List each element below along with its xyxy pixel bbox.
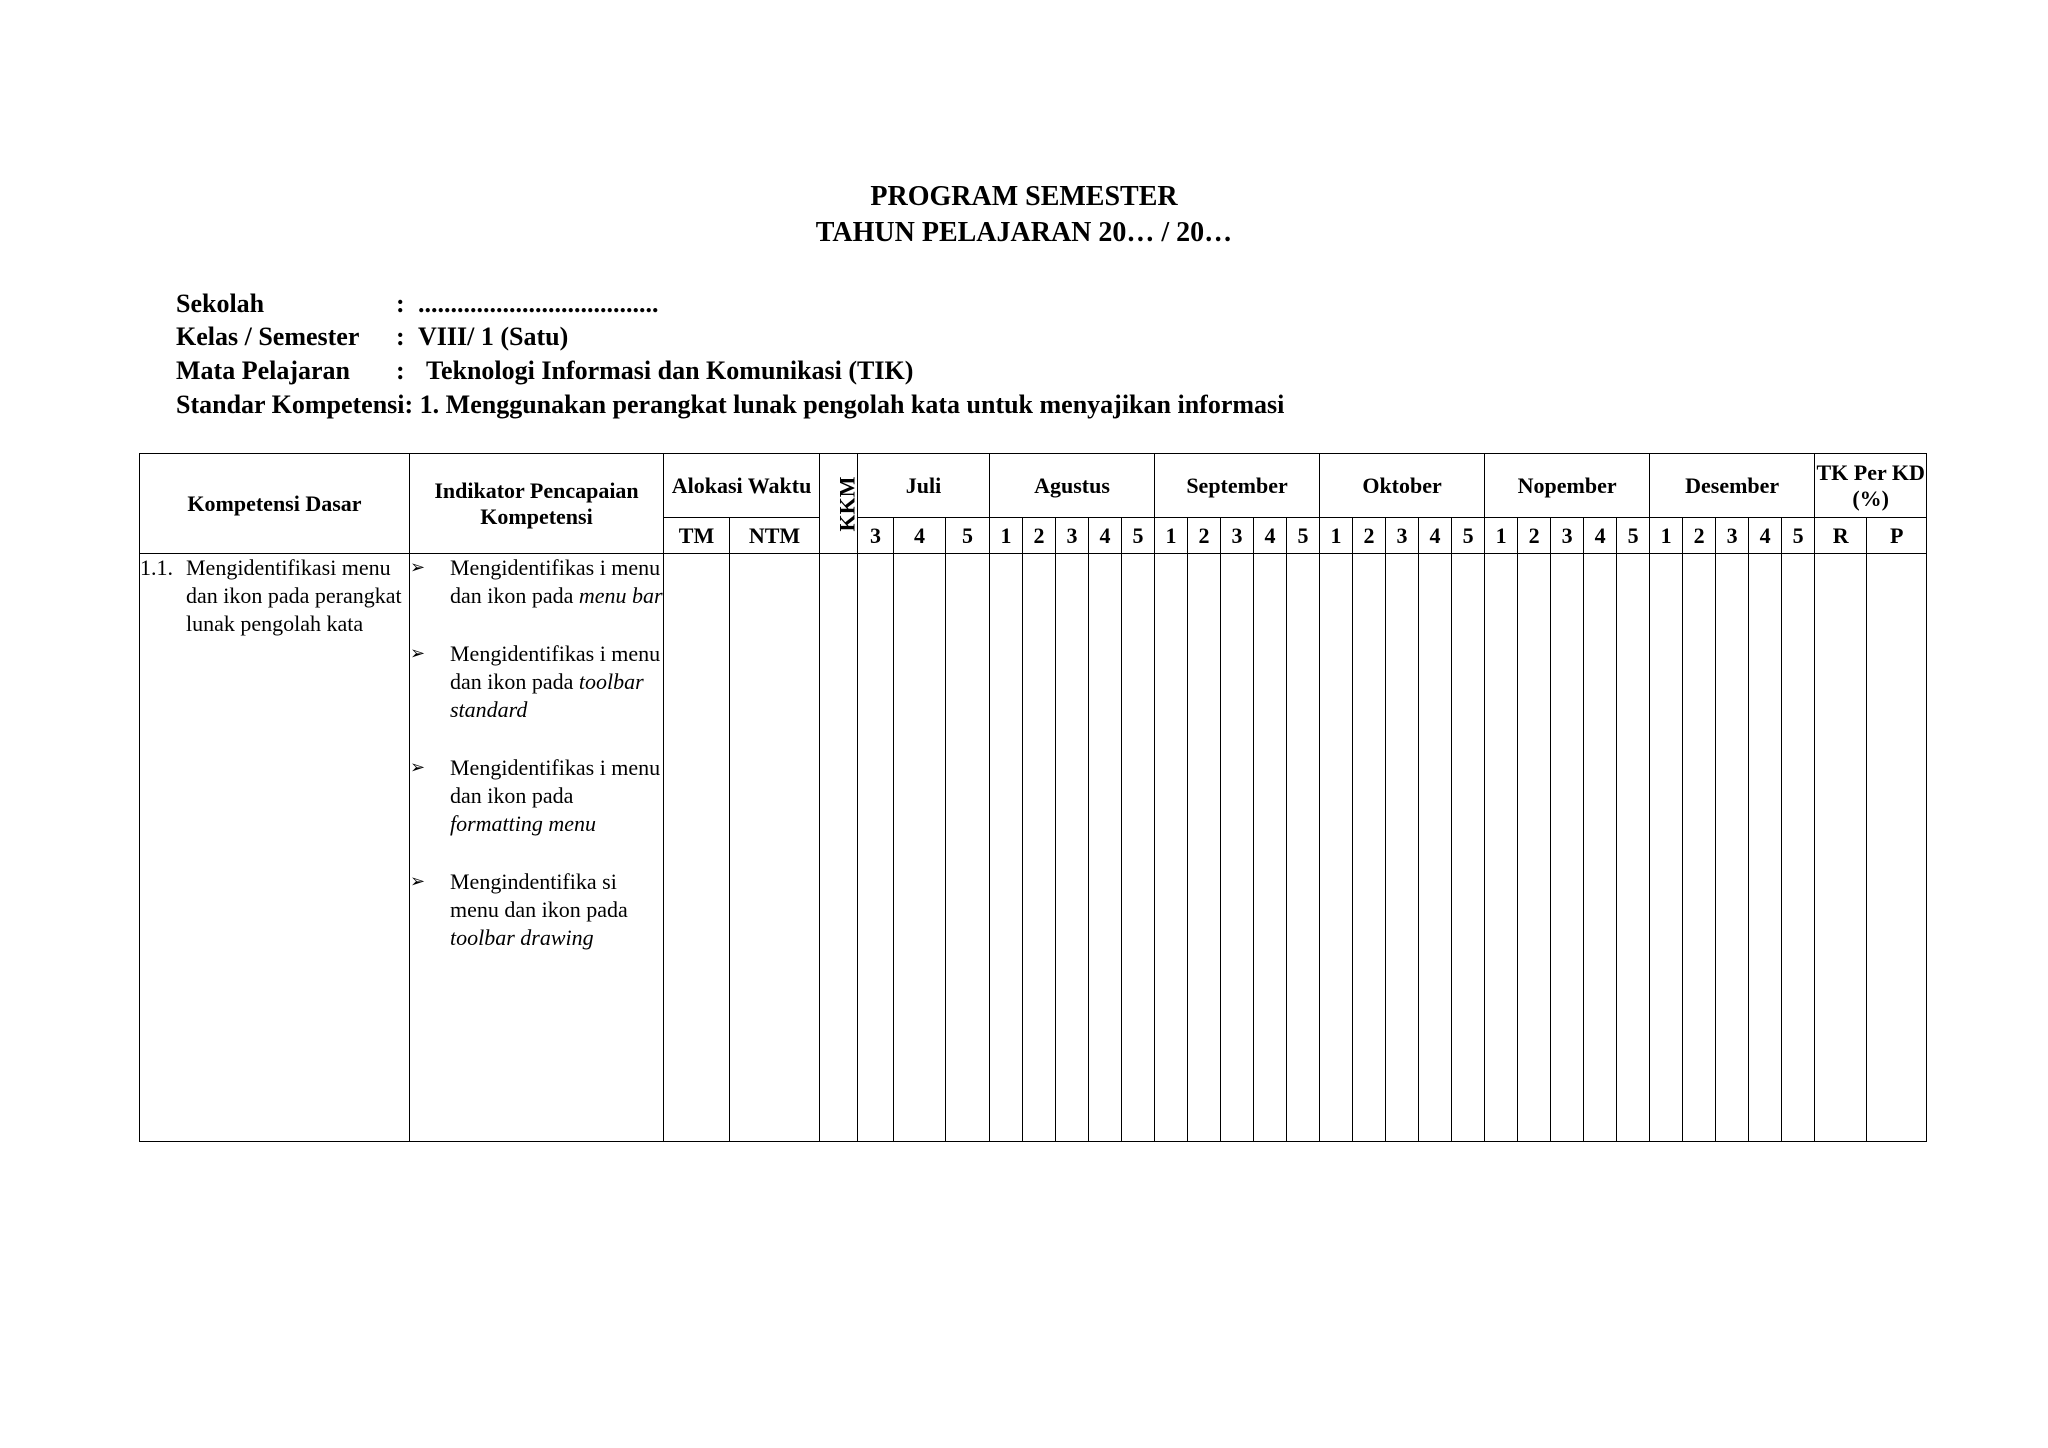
header-week: 5 — [1617, 518, 1650, 554]
header-indikator: Indikator Pencapaian Kompetensi — [410, 454, 664, 554]
header-kkm-label: KKM — [834, 476, 860, 531]
table-cell — [1419, 554, 1452, 1142]
meta-kelas-label: Kelas / Semester — [176, 322, 360, 351]
table-cell — [1518, 554, 1551, 1142]
meta-kelas — [176, 321, 569, 353]
header-week: 3 — [1551, 518, 1584, 554]
table-cell — [1617, 554, 1650, 1142]
header-month-desember: Desember — [1650, 454, 1815, 518]
header-week: 3 — [858, 518, 894, 554]
kd-text: Mengidentifikasi menu dan ikon pada perangkat lunak pengolah kata — [186, 555, 402, 636]
kd-number: 1.1. — [140, 555, 173, 580]
table-cell — [1716, 554, 1749, 1142]
header-week: 3 — [1716, 518, 1749, 554]
header-week: 2 — [1353, 518, 1386, 554]
meta-standar-value: 1. Menggunakan perangkat lunak pengolah kata untuk menyajikan informasi — [419, 390, 1285, 419]
header-month-nopember: Nopember — [1485, 454, 1650, 518]
list-item — [410, 554, 663, 610]
header-week: 1 — [1650, 518, 1683, 554]
list-item — [410, 754, 663, 838]
list-item — [410, 868, 663, 952]
meta-sekolah-label: Sekolah — [176, 289, 265, 318]
table-cell — [1683, 554, 1716, 1142]
header-week: 3 — [1386, 518, 1419, 554]
table-cell — [1023, 554, 1056, 1142]
table-cell — [1188, 554, 1221, 1142]
table-cell — [1287, 554, 1320, 1142]
table-cell — [1650, 554, 1683, 1142]
header-week: 1 — [1320, 518, 1353, 554]
list-item — [410, 640, 663, 724]
header-week: 2 — [1188, 518, 1221, 554]
table-cell — [894, 554, 946, 1142]
indicator-text — [450, 754, 663, 838]
header-month-agustus: Agustus — [990, 454, 1155, 518]
meta-mapel-value: Teknologi Informasi dan Komunikasi (TIK) — [426, 356, 914, 385]
table-cell — [1867, 554, 1927, 1142]
table-cell — [1155, 554, 1188, 1142]
arrow-bullet-icon: ➢ — [410, 557, 426, 578]
header-week: 4 — [1254, 518, 1287, 554]
indicator-text — [450, 554, 663, 610]
header-month-juli: Juli — [858, 454, 990, 518]
header-week: 5 — [1122, 518, 1155, 554]
meta-sekolah — [176, 288, 659, 320]
header-tk: TK Per KD (%) — [1815, 454, 1927, 518]
page-title: PROGRAM SEMESTER — [870, 181, 1178, 212]
indicator-plain: Mengidentifikas i menu dan ikon pada — [450, 755, 661, 808]
cell-kompetensi-dasar — [140, 554, 410, 1142]
indicator-plain: Mengindentifika si menu dan ikon pada — [450, 869, 628, 922]
header-week: 4 — [1419, 518, 1452, 554]
cell-indikator — [410, 554, 664, 1142]
meta-sekolah-value: ..................................... — [418, 289, 659, 318]
table-cell — [730, 554, 820, 1142]
header-alokasi: Alokasi Waktu — [664, 454, 820, 518]
header-week: 1 — [1485, 518, 1518, 554]
indicator-italic: toolbar drawing — [450, 925, 594, 950]
header-week: 2 — [1023, 518, 1056, 554]
indicator-italic: toolbar standard — [450, 669, 644, 722]
table-cell — [1089, 554, 1122, 1142]
table-cell — [1353, 554, 1386, 1142]
header-month-oktober: Oktober — [1320, 454, 1485, 518]
program-table — [139, 453, 1927, 1142]
header-week: 4 — [1749, 518, 1782, 554]
meta-mapel-sep: : — [396, 356, 405, 385]
table-cell — [1254, 554, 1287, 1142]
table-cell — [1749, 554, 1782, 1142]
table-cell — [664, 554, 730, 1142]
table-cell — [1056, 554, 1089, 1142]
meta-standar — [176, 389, 1284, 421]
header-ntm: NTM — [730, 518, 820, 554]
table-cell — [946, 554, 990, 1142]
table-cell — [1485, 554, 1518, 1142]
header-week: 5 — [1452, 518, 1485, 554]
table-cell — [1815, 554, 1867, 1142]
arrow-bullet-icon: ➢ — [410, 757, 426, 778]
indicator-plain: Mengidentifikas i menu dan ikon pada — [450, 555, 661, 608]
header-week: 4 — [1584, 518, 1617, 554]
meta-kelas-value: VIII/ 1 (Satu) — [418, 322, 569, 351]
header-week: 4 — [894, 518, 946, 554]
indicator-plain: Mengidentifikas i menu dan ikon pada — [450, 641, 661, 694]
header-week: 2 — [1518, 518, 1551, 554]
meta-mapel — [176, 355, 914, 387]
page-subtitle: TAHUN PELAJARAN 20… / 20… — [815, 217, 1233, 248]
table-cell — [990, 554, 1023, 1142]
header-week: 3 — [1221, 518, 1254, 554]
meta-mapel-label: Mata Pelajaran — [176, 356, 351, 385]
header-week: 2 — [1683, 518, 1716, 554]
indicator-text — [450, 868, 663, 952]
header-week: 1 — [1155, 518, 1188, 554]
table-cell — [1122, 554, 1155, 1142]
table-cell — [1782, 554, 1815, 1142]
table-cell — [1386, 554, 1419, 1142]
table-cell — [820, 554, 858, 1142]
table-cell — [1584, 554, 1617, 1142]
header-week: 1 — [990, 518, 1023, 554]
arrow-bullet-icon: ➢ — [410, 871, 426, 892]
table-cell — [1221, 554, 1254, 1142]
header-tm: TM — [664, 518, 730, 554]
header-kkm — [820, 454, 858, 554]
header-week: 5 — [946, 518, 990, 554]
header-r: R — [1815, 518, 1867, 554]
table-cell — [858, 554, 894, 1142]
header-month-september: September — [1155, 454, 1320, 518]
indicator-italic: menu bar — [578, 583, 663, 608]
meta-standar-label: Standar Kompetensi: — [176, 390, 414, 419]
header-p: P — [1867, 518, 1927, 554]
indicator-italic: formatting menu — [450, 811, 597, 836]
table-cell — [1551, 554, 1584, 1142]
header-week: 4 — [1089, 518, 1122, 554]
header-week: 5 — [1782, 518, 1815, 554]
table-cell — [1452, 554, 1485, 1142]
meta-kelas-sep: : — [396, 322, 405, 351]
header-week: 3 — [1056, 518, 1089, 554]
table-cell — [1320, 554, 1353, 1142]
indicator-text — [450, 640, 663, 724]
header-week: 5 — [1287, 518, 1320, 554]
header-kompetensi-dasar: Kompetensi Dasar — [140, 454, 410, 554]
meta-sekolah-sep: : — [396, 289, 405, 318]
table-row — [140, 554, 1927, 1142]
arrow-bullet-icon: ➢ — [410, 643, 426, 664]
